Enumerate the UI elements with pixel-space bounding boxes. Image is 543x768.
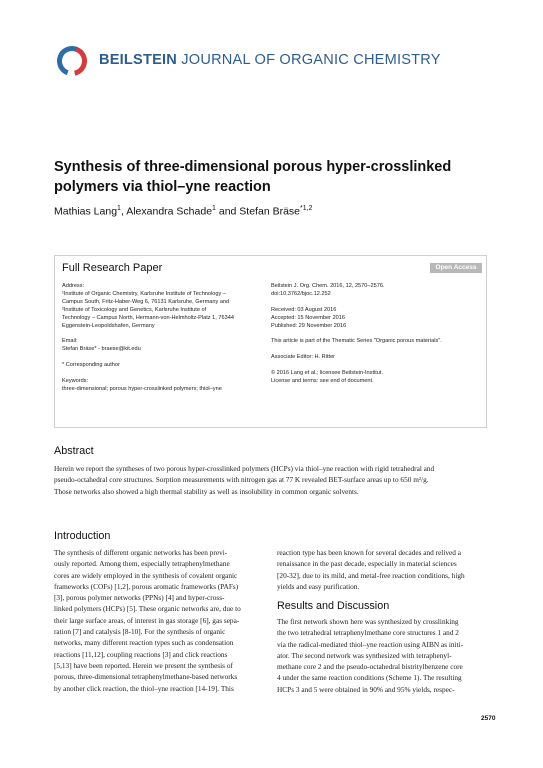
abstract-heading: Abstract (54, 445, 94, 457)
beilstein-logo-icon (56, 45, 88, 77)
thematic-series: This article is part of the Thematic Series "Organic porous materials". (271, 338, 442, 345)
results-body: The first network shown here was synthesized by crosslinking the two tetrahedral tetraphenylmethane core structures 1 and 2 via the radical-mediated thiol–yne reaction using AIBN as initi- ator. The second network was synthesized with tetraphenyl- methane core 2 and the pseudo-octahedral bistritylbenzene core 4 under the same reaction conditions (Scheme 1). The resulting HCPs 3 and 5 were obtained in 90% and 95% yields, respec- (277, 617, 464, 694)
doi-link[interactable]: doi:10.3762/bjoc.12.252 (271, 290, 331, 297)
abstract-body: Herein we report the syntheses of two porous hyper-crosslinked polymers (HCPs) via thiol–yne reaction with rigid tetrahedral and pseudo-octahedral core structures. Sorption measurements with nitrogen gas at 77 K revealed BET-surface areas up to 650 m²/g. Those networks also showed a high thermal stability as well as insolubility in common organic solvents. (54, 464, 435, 496)
introduction-body: The synthesis of different organic networks has been previ- ously reported. Among them, especially tetraphenylmethane cores are widely employed in the synthesis of covalent organic frameworks (COFs) [1,2], porous aromatic frameworks (PAFs) [3], porous polymer networks (PPNs) [4] and hyper-cross- linked polymers (HCPs) [5]. These organic networks are, due to their large surface areas, of interest in gas storage [6], gas sepa- ration [7] and catalysis [8-10]. For the synthesis of organic networks, many different reaction types such as condensation reactions [11,12], coupling reactions [3] and click reactions [5,13] have been reported. Herein we present the synthesis of porous, three-dimensional tetraphenylmethane-based networks by another click reaction, the thiol–yne reaction [14-19]. This (54, 548, 241, 693)
article-title: Synthesis of three-dimensional porous hyper-crosslinked polymers via thiol–yne reaction (54, 159, 452, 195)
info-left-column: Address: ¹Institute of Organic Chemistry, Karlsruhe Institute of Technology – Campus South, Fritz-Haber-Weg 6, 76131 Karlsruhe, Germany and ²Institute of Toxicology and Genetics, Karlsruhe Institute of Technology – Campus North, Hermann-von-Helmholtz-Platz 1, 76344 Eggenstein-Leopoldshafen, Germany Email: Stefan Bräse* - braese@kit.edu * Corresponding author Keywords: three-dimensional; porous hyper-crosslinked polymers; thiol–yne (62, 283, 262, 394)
open-access-badge: Open Access (430, 263, 482, 273)
article-type: Full Research Paper (62, 262, 163, 274)
author-list: Mathias Lang$^1$, Alexandra Schade$^1$ and Stefan Bräse$^{*1,2}$ (54, 205, 313, 218)
keywords: three-dimensional; porous hyper-crosslinked polymers; thiol–yne (62, 385, 222, 392)
page-number: 2570 (481, 715, 496, 722)
results-heading: Results and Discussion (277, 600, 390, 612)
author-name: Mathias Lang (54, 205, 118, 218)
info-right-column: Beilstein J. Org. Chem. 2016, 12, 2570–2576. doi:10.3762/bjoc.12.252 Received: 03 August 2016 Accepted: 15 November 2016 Published: 29 November 2016 This article is part of the Thematic Series "Organic porous materials". Associate Editor: H. Ritter © 2016 Lang et al.; licensee Beilstein-Institut. License and terms: see end of document. (271, 283, 483, 386)
citation: Beilstein J. Org. Chem. 2016, 12, 2570–2576. (271, 283, 385, 289)
corresponding-email[interactable]: Stefan Bräse* - braese@kit.edu (62, 346, 141, 353)
journal-name: BEILSTEIN JOURNAL OF ORGANIC CHEMISTRY (99, 52, 441, 68)
author-name: Stefan Bräse (239, 205, 300, 218)
author-name: Alexandra Schade (126, 205, 213, 218)
introduction-heading: Introduction (54, 530, 111, 542)
introduction-continued: reaction type has been known for several decades and relived a renaissance in the past decade, especially in material sciences [20-32], due to its mild, and metal-free reaction conditions, high yields and easy purification. (277, 548, 465, 591)
